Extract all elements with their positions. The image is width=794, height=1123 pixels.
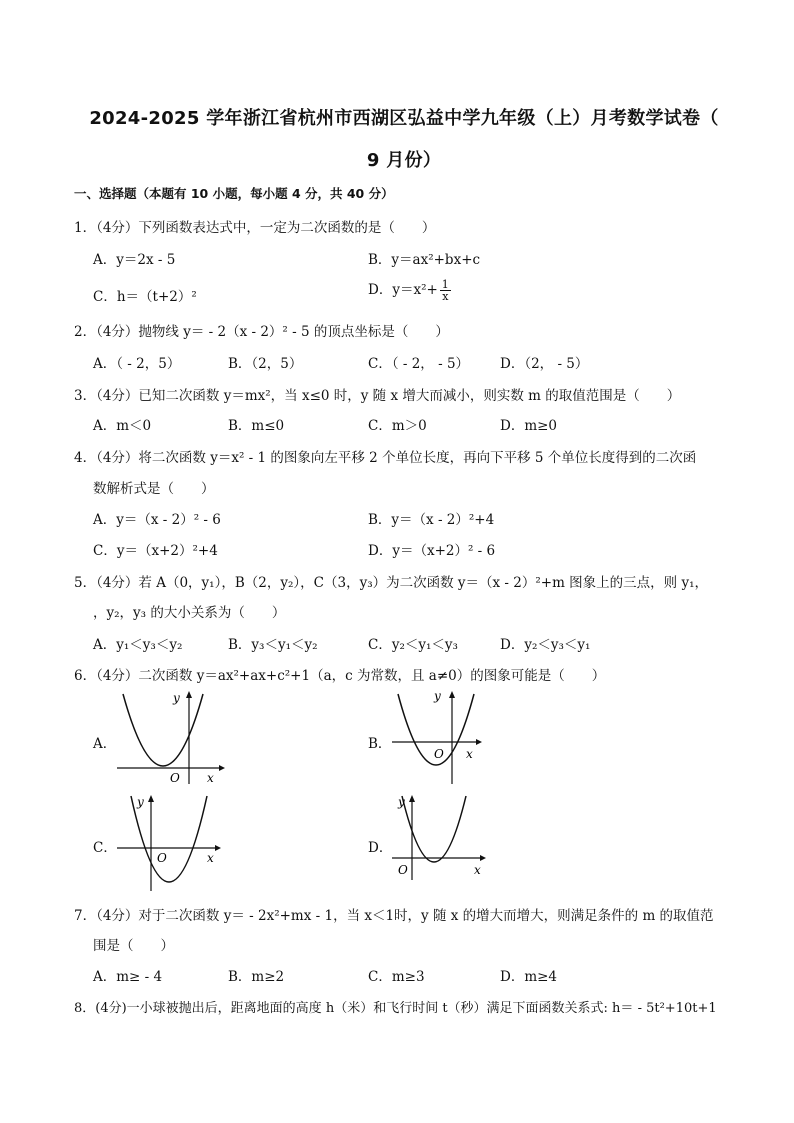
q7-option-c: C．m≥3 [368, 969, 425, 985]
q7-stem-line1: 7．（4分）对于二次函数 y＝ - 2x²+mx - 1，当 x＜1时，y 随 x 的增大而增大，则满足条件的 m 的取值范 [74, 908, 714, 924]
axis-x-label: x [207, 771, 214, 785]
q6-label-c: C． [93, 840, 117, 856]
axis-y-label: y [434, 690, 441, 703]
q6-graph-d [390, 792, 490, 882]
origin-label: O [434, 747, 444, 761]
q5-option-b: B．y₃＜y₁＜y₂ [228, 637, 318, 653]
q6-graph-c [115, 792, 225, 892]
q4-stem-line1: 4．（4分）将二次函数 y＝x² - 1 的图象向左平移 2 个单位长度，再向下平移 5 个单位长度得到的二次函 [74, 450, 697, 466]
q4-option-d: D．y＝（x+2）² - 6 [368, 543, 496, 559]
q2-stem: 2．（4分）抛物线 y＝ - 2（x - 2）² - 5 的顶点坐标是（ ） [74, 324, 449, 340]
axis-x-label: x [207, 851, 214, 865]
q1-option-a: A．y＝2x - 5 [93, 252, 176, 268]
q2-option-d: D．（2， - 5） [500, 356, 589, 372]
q6-stem: 6．（4分）二次函数 y＝ax²+ax+c²+1（a，c 为常数，且 a≠0）的图象可能是（ ） [74, 668, 606, 684]
origin-label: O [157, 851, 167, 865]
q7-option-d: D．m≥4 [500, 969, 558, 985]
q2-option-a: A．（ - 2，5） [93, 356, 181, 372]
q1-option-c: C．h＝（t+2）² [93, 289, 197, 305]
exam-title-line1: 2024-2025 学年浙江省杭州市西湖区弘益中学九年级（上）月考数学试卷（ [89, 108, 719, 129]
q6-graph-a [115, 690, 225, 785]
q4-option-a: A．y＝（x - 2）² - 6 [93, 512, 221, 528]
q7-option-b: B．m≥2 [228, 969, 285, 985]
q6-label-d: D． [368, 840, 393, 856]
axis-y-label: y [398, 795, 405, 809]
q5-option-d: D．y₂＜y₃＜y₁ [500, 637, 591, 653]
q3-stem: 3．（4分）已知二次函数 y＝mx²，当 x≤0 时，y 随 x 增大而减小，则实数 m 的取值范围是（ ） [74, 388, 681, 404]
q1-option-d [368, 278, 451, 302]
q5-stem-line2: ，y₂，y₃ 的大小关系为（ ） [93, 605, 286, 621]
q1-option-d-text: D．y＝x²+ [368, 282, 438, 298]
q4-option-c: C．y＝（x+2）²+4 [93, 543, 218, 559]
q1-stem: 1．（4分）下列函数表达式中，一定为二次函数的是（ ） [74, 220, 436, 236]
fraction-denominator: x [442, 290, 449, 303]
exam-title-line2: 9 月份） [366, 150, 442, 171]
q4-option-b: B．y＝（x - 2）²+4 [368, 512, 495, 528]
section-heading: 一、选择题（本题有 10 小题，每小题 4 分，共 40 分） [74, 186, 394, 201]
q3-option-a: A．m＜0 [93, 418, 152, 434]
q3-option-b: B．m≤0 [228, 418, 285, 434]
q4-stem-line2: 数解析式是（ ） [93, 481, 215, 497]
q3-option-d: D．m≥0 [500, 418, 558, 434]
q8-stem: 8．(4分)一小球被抛出后，距离地面的高度 h（米）和飞行时间 t（秒）满足下面函数关系式: h＝ - 5t²+10t+1 [74, 1001, 717, 1016]
q2-option-b: B．（2，5） [228, 356, 303, 372]
origin-label: O [170, 771, 180, 785]
origin-label: O [398, 863, 408, 877]
q6-label-a: A． [93, 736, 117, 752]
q5-option-a: A．y₁＜y₃＜y₂ [93, 637, 183, 653]
q6-graph-b [390, 690, 485, 785]
axis-y-label: y [137, 795, 144, 809]
axis-x-label: x [474, 863, 481, 877]
axis-x-label: x [466, 747, 473, 761]
q2-option-c: C．（ - 2， - 5） [368, 356, 470, 372]
fraction [440, 279, 451, 302]
q7-stem-line2: 围是（ ） [93, 938, 174, 954]
q6-label-b: B． [368, 736, 392, 752]
q1-option-b: B．y＝ax²+bx+c [368, 252, 481, 268]
q7-option-a: A．m≥ - 4 [93, 969, 163, 985]
q5-stem-line1: 5．（4分）若 A（0，y₁），B（2，y₂），C（3，y₃）为二次函数 y＝（x - 2）²+m 图象上的三点，则 y₁， [74, 575, 709, 591]
q5-option-c: C．y₂＜y₁＜y₃ [368, 637, 458, 653]
fraction-numerator: 1 [441, 278, 449, 291]
q3-option-c: C．m＞0 [368, 418, 427, 434]
axis-y-label: y [173, 691, 180, 705]
